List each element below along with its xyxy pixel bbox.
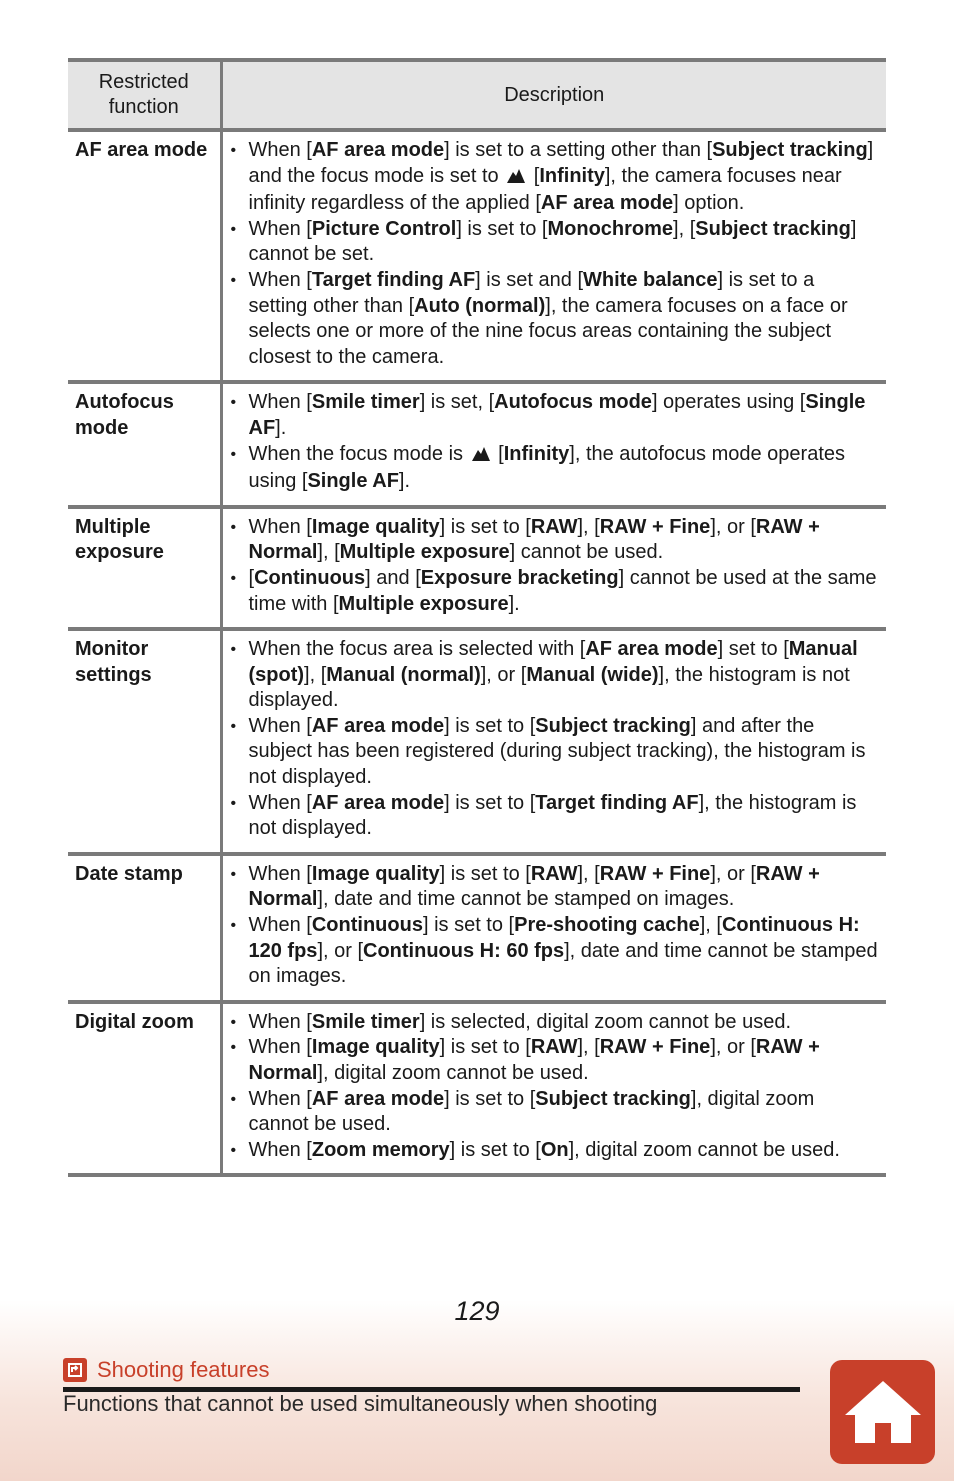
- bullet-item: [231, 1087, 879, 1138]
- text-fragment: When [: [248, 217, 312, 240]
- footer-subtitle: Functions that cannot be used simultaneously when shooting: [63, 1391, 658, 1416]
- setting-name: AF area mode: [311, 139, 445, 161]
- setting-name: Pre-shooting cache: [514, 914, 700, 937]
- bullet-item: [231, 637, 879, 714]
- text-fragment: ] is set to a setting other than [: [444, 139, 713, 161]
- text-fragment: When [: [248, 1036, 312, 1059]
- text-fragment: ] option.: [673, 192, 745, 215]
- text-fragment: ], [: [673, 217, 696, 240]
- setting-name: Infinity: [503, 442, 570, 465]
- text-fragment: When [: [248, 139, 312, 161]
- bullet-item: [231, 268, 879, 370]
- text-fragment: When [: [248, 791, 312, 814]
- setting-name: RAW + Fine: [599, 1036, 711, 1059]
- page-number: 129: [454, 1296, 500, 1326]
- setting-name: Manual (normal): [326, 663, 481, 686]
- description-cell: [221, 629, 886, 854]
- setting-name: Subject tracking: [535, 714, 691, 737]
- text-fragment: When [: [248, 714, 312, 737]
- bullet-item: [231, 1035, 879, 1086]
- setting-name: Single AF: [307, 470, 399, 493]
- text-fragment: ], or [: [710, 862, 756, 885]
- description-cell: [221, 130, 886, 382]
- text-fragment: ].: [508, 592, 520, 615]
- text-fragment: ], [: [699, 914, 722, 937]
- text-fragment: ], digital zoom cannot be used.: [568, 1138, 840, 1161]
- description-cell: [221, 507, 886, 629]
- setting-name: White balance: [583, 268, 718, 291]
- text-fragment: ] set to [: [717, 638, 789, 661]
- text-fragment: ] and [: [365, 566, 421, 589]
- text-fragment: ], the camera focuses on a face or selects one or more of the nine focus areas containing the subject closest to the camera.: [248, 294, 848, 368]
- setting-name: RAW + Normal: [248, 515, 820, 564]
- setting-name: Exposure bracketing: [420, 566, 619, 589]
- description-cell: [221, 382, 886, 506]
- text-fragment: ] is selected, digital zoom cannot be used.: [419, 1010, 792, 1033]
- setting-name: RAW + Normal: [248, 862, 820, 911]
- bullet-item: [231, 1138, 879, 1164]
- text-fragment: ], [: [317, 541, 340, 564]
- setting-name: AF area mode: [540, 192, 674, 215]
- bullet-list: [231, 862, 879, 990]
- text-fragment: [: [528, 164, 540, 187]
- bullet-item: [231, 791, 879, 842]
- bullet-item: [231, 913, 879, 990]
- text-fragment: ] is set to a setting other than [: [248, 268, 815, 317]
- table-body: [68, 130, 886, 1175]
- mountain-infinity-icon: [471, 444, 491, 470]
- text-fragment: ] is set to [: [456, 217, 548, 240]
- table-row: [68, 1002, 886, 1176]
- setting-name: On: [540, 1138, 569, 1161]
- text-fragment: ] is set and [: [475, 268, 584, 291]
- section-label: Shooting features: [97, 1357, 270, 1382]
- setting-name: RAW: [530, 1036, 578, 1059]
- text-fragment: ] is set to [: [444, 714, 536, 737]
- setting-name: Subject tracking: [535, 1087, 691, 1110]
- shooting-mode-icon: [63, 1358, 87, 1382]
- setting-name: Continuous H: 120 fps: [248, 914, 860, 962]
- setting-name: RAW: [530, 515, 578, 538]
- bullet-item: [231, 217, 879, 268]
- setting-name: Single AF: [248, 391, 866, 439]
- bullet-list: [231, 390, 879, 494]
- text-fragment: [: [248, 566, 255, 589]
- setting-name: Multiple exposure: [338, 592, 509, 615]
- bullet-item: [231, 138, 879, 217]
- setting-name: Auto (normal): [414, 294, 546, 317]
- text-fragment: When [: [248, 1138, 312, 1161]
- text-fragment: ] is set to [: [444, 791, 536, 814]
- bullet-list: [231, 1010, 879, 1164]
- text-fragment: When [: [248, 515, 312, 538]
- setting-name: AF area mode: [311, 791, 445, 814]
- bullet-list: [231, 515, 879, 617]
- text-fragment: ], the autofocus mode operates using [: [248, 442, 846, 493]
- text-fragment: [: [492, 442, 504, 465]
- table-row: [68, 629, 886, 854]
- text-fragment: ] is set to [: [439, 1036, 531, 1059]
- text-fragment: ] is set to [: [439, 862, 531, 885]
- text-fragment: ].: [275, 416, 287, 439]
- text-fragment: When [: [248, 1010, 312, 1033]
- text-fragment: ], digital zoom cannot be used.: [248, 1087, 815, 1136]
- restricted-function-cell: Multiple exposure: [68, 507, 221, 629]
- restricted-function-cell: Monitor settings: [68, 629, 221, 854]
- mountain-infinity-icon: [506, 166, 526, 192]
- text-fragment: ], digital zoom cannot be used.: [317, 1062, 589, 1084]
- setting-name: Continuous: [311, 914, 423, 937]
- text-fragment: ], or [: [480, 663, 527, 686]
- text-fragment: ] is set to [: [449, 1138, 541, 1161]
- home-icon: [841, 1377, 925, 1447]
- text-fragment: ] is set to [: [439, 515, 531, 538]
- text-fragment: ] is set to [: [444, 1087, 536, 1110]
- setting-name: Subject tracking: [712, 139, 868, 161]
- bullet-item: [231, 390, 879, 441]
- setting-name: Smile timer: [311, 1010, 420, 1033]
- table-row: [68, 130, 886, 382]
- setting-name: Picture Control: [311, 217, 457, 240]
- setting-name: RAW: [530, 862, 578, 885]
- text-fragment: ], or [: [710, 515, 756, 538]
- setting-name: Manual (spot): [248, 638, 858, 686]
- setting-name: AF area mode: [311, 714, 445, 737]
- setting-name: Continuous H: 60 fps: [363, 939, 565, 962]
- text-fragment: ].: [398, 470, 411, 493]
- column-header-function: Restricted function: [68, 60, 221, 130]
- text-fragment: When [: [248, 268, 312, 291]
- setting-name: AF area mode: [311, 1087, 445, 1110]
- table-header-row: [68, 60, 886, 130]
- setting-name: Monochrome: [547, 217, 674, 240]
- setting-name: Target finding AF: [311, 268, 476, 291]
- setting-name: Smile timer: [311, 391, 420, 414]
- restricted-function-cell: AF area mode: [68, 130, 221, 382]
- text-fragment: ], the histogram is not displayed.: [248, 663, 850, 712]
- table-row: [68, 854, 886, 1002]
- bullet-item: [231, 862, 879, 913]
- bullet-list: [231, 637, 879, 842]
- setting-name: Image quality: [311, 515, 440, 538]
- text-fragment: ], date and time cannot be stamped on images.: [317, 888, 735, 911]
- text-fragment: ] is set to [: [422, 914, 515, 937]
- setting-name: Continuous: [254, 566, 366, 589]
- setting-name: Target finding AF: [535, 791, 699, 814]
- text-fragment: ] and after the subject has been registered (during subject tracking), the histogram is not displayed.: [248, 714, 866, 789]
- text-fragment: When the focus mode is: [248, 442, 469, 465]
- description-cell: [221, 1002, 886, 1176]
- text-fragment: ] cannot be set.: [248, 217, 857, 266]
- description-cell: [221, 854, 886, 1002]
- bullet-item: [231, 566, 879, 617]
- restrictions-table: [68, 58, 886, 1177]
- setting-name: Multiple exposure: [339, 541, 510, 564]
- text-fragment: ] cannot be used.: [509, 541, 664, 564]
- text-fragment: ], [: [577, 515, 600, 538]
- setting-name: RAW + Fine: [599, 515, 711, 538]
- text-fragment: ] and the focus mode is set to: [248, 139, 874, 187]
- setting-name: Image quality: [311, 1036, 440, 1059]
- text-fragment: When [: [248, 1087, 312, 1110]
- setting-name: Infinity: [539, 164, 605, 187]
- setting-name: AF area mode: [585, 638, 718, 661]
- bullet-item: [231, 1010, 879, 1036]
- setting-name: Autofocus mode: [494, 391, 652, 414]
- setting-name: Manual (wide): [526, 663, 659, 686]
- table-row: [68, 382, 886, 506]
- text-fragment: ] operates using [: [651, 391, 806, 414]
- column-header-description: Description: [221, 60, 886, 130]
- text-fragment: When [: [248, 914, 312, 937]
- restricted-function-cell: Date stamp: [68, 854, 221, 1002]
- text-fragment: ], [: [577, 1036, 600, 1059]
- text-fragment: ] is set, [: [419, 391, 495, 414]
- setting-name: Image quality: [311, 862, 440, 885]
- text-fragment: ], or [: [710, 1036, 756, 1059]
- text-fragment: ], the camera focuses near infinity regardless of the applied [: [248, 164, 842, 215]
- table-row: [68, 507, 886, 629]
- text-fragment: ], or [: [317, 939, 364, 962]
- footer-section-link[interactable]: [63, 1354, 269, 1386]
- setting-name: RAW + Normal: [248, 1036, 820, 1084]
- restricted-function-cell: Digital zoom: [68, 1002, 221, 1176]
- bullet-item: [231, 714, 879, 791]
- text-fragment: When the focus area is selected with [: [248, 638, 586, 661]
- text-fragment: ], [: [577, 862, 600, 885]
- home-button[interactable]: [830, 1360, 935, 1464]
- text-fragment: ], [: [304, 663, 327, 686]
- setting-name: Subject tracking: [695, 217, 851, 240]
- bullet-item: [231, 442, 879, 495]
- restricted-function-cell: Autofocus mode: [68, 382, 221, 506]
- bullet-list: [231, 138, 879, 370]
- text-fragment: ], date and time cannot be stamped on images.: [248, 939, 878, 988]
- text-fragment: ], the histogram is not displayed.: [248, 791, 857, 840]
- setting-name: Zoom memory: [311, 1138, 450, 1161]
- text-fragment: ] cannot be used at the same time with [: [248, 566, 877, 615]
- text-fragment: When [: [248, 862, 312, 885]
- setting-name: RAW + Fine: [599, 862, 711, 885]
- bullet-item: [231, 515, 879, 566]
- text-fragment: When [: [248, 391, 312, 414]
